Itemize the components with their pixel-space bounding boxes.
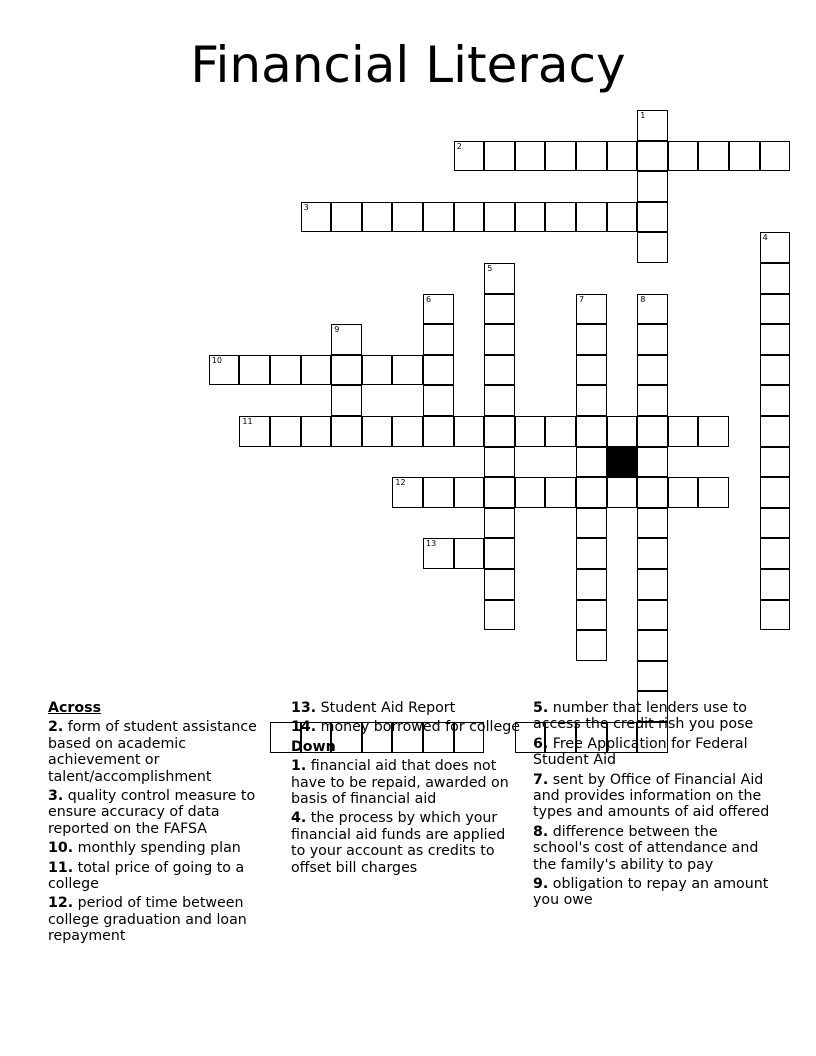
grid-cell[interactable] — [576, 324, 607, 355]
across-heading: Across — [48, 700, 102, 716]
grid-cell[interactable] — [331, 385, 362, 416]
grid-cell[interactable] — [239, 416, 270, 447]
clue-across — [291, 719, 523, 735]
grid-cell[interactable] — [423, 416, 454, 447]
grid-cell[interactable] — [637, 630, 668, 661]
clue-number-label: 14. — [291, 719, 317, 736]
grid-cell[interactable] — [484, 355, 515, 386]
grid-cell[interactable] — [484, 416, 515, 447]
grid-cell[interactable] — [760, 324, 791, 355]
grid-cell[interactable] — [637, 171, 668, 202]
puzzle-title: Financial Literacy — [190, 36, 626, 94]
grid-cell[interactable] — [637, 355, 668, 386]
grid-cell[interactable] — [637, 447, 668, 478]
clue-number-label: 3. — [48, 788, 64, 805]
clue-number-label: 6. — [533, 735, 549, 752]
grid-cell[interactable] — [484, 538, 515, 569]
grid-cell[interactable] — [760, 232, 791, 263]
grid-cell[interactable] — [515, 477, 546, 508]
grid-cell[interactable] — [760, 477, 791, 508]
clue-text: quality control measure to ensure accuracy of data reported on the FAFSA — [48, 788, 256, 837]
grid-cell[interactable] — [362, 416, 393, 447]
clue-text: financial aid that does not have to be repaid, awarded on basis of financial aid — [291, 758, 509, 808]
grid-cell[interactable] — [607, 141, 638, 172]
grid-cell[interactable] — [637, 232, 668, 263]
clue-number-label: 12. — [48, 895, 74, 912]
grid-cell[interactable] — [698, 477, 729, 508]
grid-cell[interactable] — [545, 141, 576, 172]
grid-cell[interactable] — [484, 263, 515, 294]
grid-cell[interactable] — [454, 477, 485, 508]
clue-number: 12 — [395, 478, 406, 488]
clue-text: form of student assistance based on academic achievement or talent/accomplishment — [48, 719, 257, 785]
clue-across — [48, 840, 278, 856]
clue-number-label: 7. — [533, 771, 549, 788]
grid-cell[interactable] — [576, 538, 607, 569]
grid-cell[interactable] — [301, 416, 332, 447]
grid-cell[interactable] — [392, 355, 423, 386]
grid-cell[interactable] — [423, 355, 454, 386]
clue-across — [48, 719, 278, 785]
grid-cell[interactable] — [301, 355, 332, 386]
clue-number-label: 8. — [533, 823, 549, 840]
grid-cell[interactable] — [576, 202, 607, 233]
grid-cell[interactable] — [637, 416, 668, 447]
grid-cell[interactable] — [576, 294, 607, 325]
grid-cell[interactable] — [760, 294, 791, 325]
grid-cell[interactable] — [760, 538, 791, 569]
clue-text: total price of going to a college — [48, 859, 245, 893]
grid-cell[interactable] — [637, 569, 668, 600]
grid-cell[interactable] — [423, 294, 454, 325]
grid-cell[interactable] — [668, 416, 699, 447]
grid-cell[interactable] — [331, 355, 362, 386]
clue-number-label: 10. — [48, 840, 74, 857]
grid-cell[interactable] — [607, 477, 638, 508]
grid-cell[interactable] — [362, 202, 393, 233]
grid-cell[interactable] — [454, 141, 485, 172]
grid-cell[interactable] — [301, 202, 332, 233]
clue-across — [48, 895, 278, 944]
grid-cell[interactable] — [545, 202, 576, 233]
clue-down — [533, 736, 778, 769]
clue-down — [533, 700, 778, 733]
grid-cell[interactable] — [454, 416, 485, 447]
grid-cell[interactable] — [484, 294, 515, 325]
clue-number: 8 — [640, 294, 646, 304]
clue-number: 1 — [640, 111, 646, 120]
clue-down — [291, 758, 523, 807]
grid-cell[interactable] — [545, 477, 576, 508]
clue-text: period of time between college graduation and loan repayment — [48, 895, 247, 945]
grid-cell[interactable] — [729, 141, 760, 172]
black-cell — [607, 447, 638, 478]
clue-text: the process by which your financial aid funds are applied to your account as credits to offset bill charges — [291, 810, 506, 876]
grid-cell[interactable] — [668, 141, 699, 172]
grid-cell[interactable] — [392, 202, 423, 233]
clue-number: 5 — [487, 264, 493, 273]
grid-cell[interactable] — [209, 355, 240, 386]
grid-cell[interactable] — [576, 416, 607, 447]
clue-text: sent by Office of Financial Aid and provides information on the types and amounts of aid offered — [533, 771, 770, 821]
grid-cell[interactable] — [637, 141, 668, 172]
grid-cell[interactable] — [423, 202, 454, 233]
grid-cell[interactable] — [515, 141, 546, 172]
grid-cell[interactable] — [637, 110, 668, 141]
grid-cell[interactable] — [760, 141, 791, 172]
grid-cell[interactable] — [484, 508, 515, 539]
grid-cell[interactable] — [760, 355, 791, 386]
grid-cell[interactable] — [270, 416, 301, 447]
clue-number-label: 13. — [291, 700, 317, 716]
grid-cell[interactable] — [484, 600, 515, 631]
grid-cell[interactable] — [576, 600, 607, 631]
grid-cell[interactable] — [331, 416, 362, 447]
grid-cell[interactable] — [637, 661, 668, 692]
grid-cell[interactable] — [576, 355, 607, 386]
grid-cell[interactable] — [545, 416, 576, 447]
grid-cell[interactable] — [576, 447, 607, 478]
clue-across — [48, 788, 278, 837]
grid-cell[interactable] — [760, 385, 791, 416]
clue-across — [48, 860, 278, 893]
grid-cell[interactable] — [760, 447, 791, 478]
grid-cell[interactable] — [760, 508, 791, 539]
clue-number: 2 — [456, 141, 462, 151]
clue-number: 4 — [762, 233, 768, 243]
clue-down — [291, 810, 523, 876]
grid-cell[interactable] — [484, 324, 515, 355]
grid-cell[interactable] — [270, 355, 301, 386]
grid-cell[interactable] — [698, 416, 729, 447]
clue-number: 10 — [211, 355, 222, 365]
grid-cell[interactable] — [637, 324, 668, 355]
clue-number: 6 — [426, 294, 432, 304]
clue-number: 11 — [242, 417, 253, 426]
grid-cell[interactable] — [637, 508, 668, 539]
grid-cell[interactable] — [637, 385, 668, 416]
grid-cell[interactable] — [668, 477, 699, 508]
grid-cell[interactable] — [760, 569, 791, 600]
grid-cell[interactable] — [392, 416, 423, 447]
grid-cell[interactable] — [392, 477, 423, 508]
clue-text: number that lenders use to access the credit rish you pose — [533, 700, 754, 733]
clue-number-label: 5. — [533, 700, 549, 716]
grid-cell[interactable] — [484, 569, 515, 600]
grid-cell[interactable] — [239, 355, 270, 386]
clue-number-label: 11. — [48, 859, 74, 876]
clue-down — [533, 772, 778, 821]
grid-cell[interactable] — [423, 538, 454, 569]
grid-cell[interactable] — [484, 141, 515, 172]
clue-down — [533, 824, 778, 873]
clue-number: 9 — [334, 325, 340, 335]
clue-text: money borrowed for college — [316, 719, 520, 736]
grid-cell[interactable] — [760, 600, 791, 631]
grid-cell[interactable] — [637, 202, 668, 233]
grid-cell[interactable] — [760, 416, 791, 447]
grid-cell[interactable] — [484, 385, 515, 416]
clue-number-label: 9. — [533, 876, 549, 893]
grid-cell[interactable] — [576, 385, 607, 416]
grid-cell[interactable] — [484, 447, 515, 478]
down-heading: Down — [291, 738, 336, 755]
grid-cell[interactable] — [576, 477, 607, 508]
grid-cell[interactable] — [576, 141, 607, 172]
clue-number: 7 — [579, 294, 585, 304]
grid-cell[interactable] — [607, 202, 638, 233]
clue-column-2 — [291, 700, 523, 879]
grid-cell[interactable] — [484, 202, 515, 233]
grid-cell[interactable] — [637, 538, 668, 569]
grid-cell[interactable] — [454, 538, 485, 569]
clue-column-1 — [48, 700, 278, 948]
clue-column-3 — [533, 700, 778, 912]
clue-number-label: 1. — [291, 758, 307, 775]
grid-cell[interactable] — [515, 416, 546, 447]
grid-cell[interactable] — [576, 508, 607, 539]
grid-cell[interactable] — [331, 202, 362, 233]
grid-cell[interactable] — [454, 202, 485, 233]
grid-cell[interactable] — [576, 569, 607, 600]
grid-cell[interactable] — [484, 477, 515, 508]
clue-text: difference between the school's cost of attendance and the family's ability to pay — [533, 823, 759, 873]
grid-cell[interactable] — [607, 416, 638, 447]
clue-across — [291, 700, 523, 716]
grid-cell[interactable] — [423, 385, 454, 416]
grid-cell[interactable] — [423, 477, 454, 508]
clue-number-label: 2. — [48, 719, 64, 736]
grid-cell[interactable] — [698, 141, 729, 172]
clue-down — [533, 876, 778, 909]
clue-text: obligation to repay an amount you owe — [533, 876, 769, 909]
grid-cell[interactable] — [362, 355, 393, 386]
grid-cell[interactable] — [515, 202, 546, 233]
grid-cell[interactable] — [760, 263, 791, 294]
clue-number: 13 — [426, 539, 437, 549]
clue-text: monthly spending plan — [73, 840, 241, 857]
clue-text: Free Application for Federal Student Aid — [533, 735, 748, 769]
clue-number-label: 4. — [291, 810, 307, 827]
grid-cell[interactable] — [423, 324, 454, 355]
grid-cell[interactable] — [637, 294, 668, 325]
grid-cell[interactable] — [576, 630, 607, 661]
clue-text: Student Aid Report — [316, 700, 456, 716]
grid-cell[interactable] — [331, 324, 362, 355]
clue-number: 3 — [303, 202, 309, 212]
grid-cell[interactable] — [637, 600, 668, 631]
grid-cell[interactable] — [637, 477, 668, 508]
